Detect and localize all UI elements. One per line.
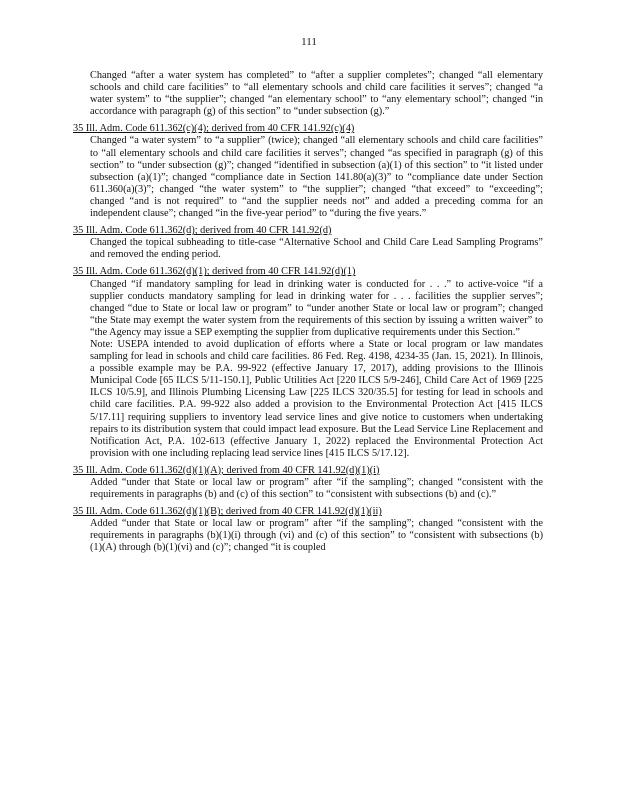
- entry-citation: 35 Ill. Adm. Code 611.362(d)(1); derived from 40 CFR 141.92(d)(1): [73, 266, 356, 278]
- entry-citation: 35 Ill. Adm. Code 611.362(d)(1)(B); derived from 40 CFR 141.92(d)(1)(ii): [73, 506, 382, 518]
- entry-citation: 35 Ill. Adm. Code 611.362(d)(1)(A); derived from 40 CFR 141.92(d)(1)(i): [73, 464, 380, 476]
- entry-citation: 35 Ill. Adm. Code 611.362(c)(4); derived from 40 CFR 141.92(c)(4): [73, 123, 355, 135]
- entry-body: Added “under that State or local law or program” after “if the sampling”; changed “consistent with the requirements in paragraphs (b) and (c) of this section” to “consistent with subsections (b) and (c).”: [90, 477, 543, 501]
- entry-body: Changed “if mandatory sampling for lead in drinking water is conducted for . . .” to active-voice “if a supplier conducts mandatory sampling for lead in drinking water for . . . facilities the supplier serves”; changed “due to State or local law or program” to “under another State or local law or program”; changed “the State may exempt the water system from the requirements of this section by issuing a written waiver” to “the Agency may issue a SEP exempting the supplier from duplicative requirements under this Section.”: [90, 278, 543, 338]
- entry-611-362-c-4: [73, 123, 543, 220]
- intro-paragraph: Changed “after a water system has completed” to “after a supplier completes”; changed “all elementary schools and child care facilities” to “all elementary schools and child care facilities it serves”; changed “a water system” to “the supplier”; changed “an elementary school” to “any elementary school”; changed “in accordance with paragraph (g) of this section” to “under subsection (g).”: [90, 70, 543, 118]
- page-number: 111: [301, 36, 317, 48]
- entry-body: Added “under that State or local law or program” after “if the sampling”; changed “consistent with the requirements in paragraphs (b)(1)(i) through (vi) and (c) of this section” to “consistent with subsections (b)(1)(A) through (b)(1)(vi) and (c)”; changed “it is coupled: [90, 518, 543, 554]
- entry-611-362-d-1-b: [73, 506, 543, 554]
- entry-note: Note: USEPA intended to avoid duplication of efforts where a State or local program or law mandates sampling for lead in schools and child care facilities. 86 Fed. Reg. 4198, 4234-35 (Jan. 15, 2021). In Illinois, a possible example may be P.A. 99-922 (effective January 17, 2017), adding provisions to the Illinois Municipal Code [65 ILCS 5/11-150.1], Public Utilities Act [220 ILCS 5/9-246], Child Care Act of 1969 [225 ILCS 10/5.9], and Illinois Plumbing Licensing Law [225 ILCS 320/35.5] for testing for lead in schools and child care facilities. P.A. 99-922 also added a provision to the Environmental Protection Act [415 ILCS 5/17.11] requiring suppliers to inventory lead service lines and give notice to customers when undertaking repairs to its distribution system that could impact lead exposure. But the Lead Service Line Replacement and Notification Act, P.A. 102-613 (effective January 1, 2022) replaced the Environmental Protection Act provision with one including replacing lead service lines [415 ILCS 5/17.12].: [90, 338, 543, 459]
- entry-body: Changed the topical subheading to title-case “Alternative School and Child Care Lead Sampling Programs” and removed the ending period.: [90, 237, 543, 261]
- entry-611-362-d: [73, 225, 543, 261]
- entry-citation: 35 Ill. Adm. Code 611.362(d); derived from 40 CFR 141.92(d): [73, 225, 332, 237]
- entry-body-block: [73, 279, 543, 460]
- entry-611-362-d-1: [73, 266, 543, 460]
- entry-body: Changed “a water system” to “a supplier” (twice); changed “all elementary schools and child care facilities” to “all elementary schools and child care facilities it serves”; changed “as specified in paragraph (g) of this section” to “under subsection (g)”; changed “identified in subsection (a)(1) of this section” to “it listed under subsection (a)(1)”; changed “compliance date in Section 141.80(a)(3)” to “compliance date under Section 611.360(a)(3)”; changed “the water system” to “the supplier”; changed “that exceed” to “exceeding”; changed “and is not required” to “and the supplier needs not” and added a preceding comma for an independent clause”; changed “in the five-year period” to “during the five years.”: [90, 135, 543, 220]
- page-content: [73, 70, 543, 560]
- entry-611-362-d-1-a: [73, 465, 543, 501]
